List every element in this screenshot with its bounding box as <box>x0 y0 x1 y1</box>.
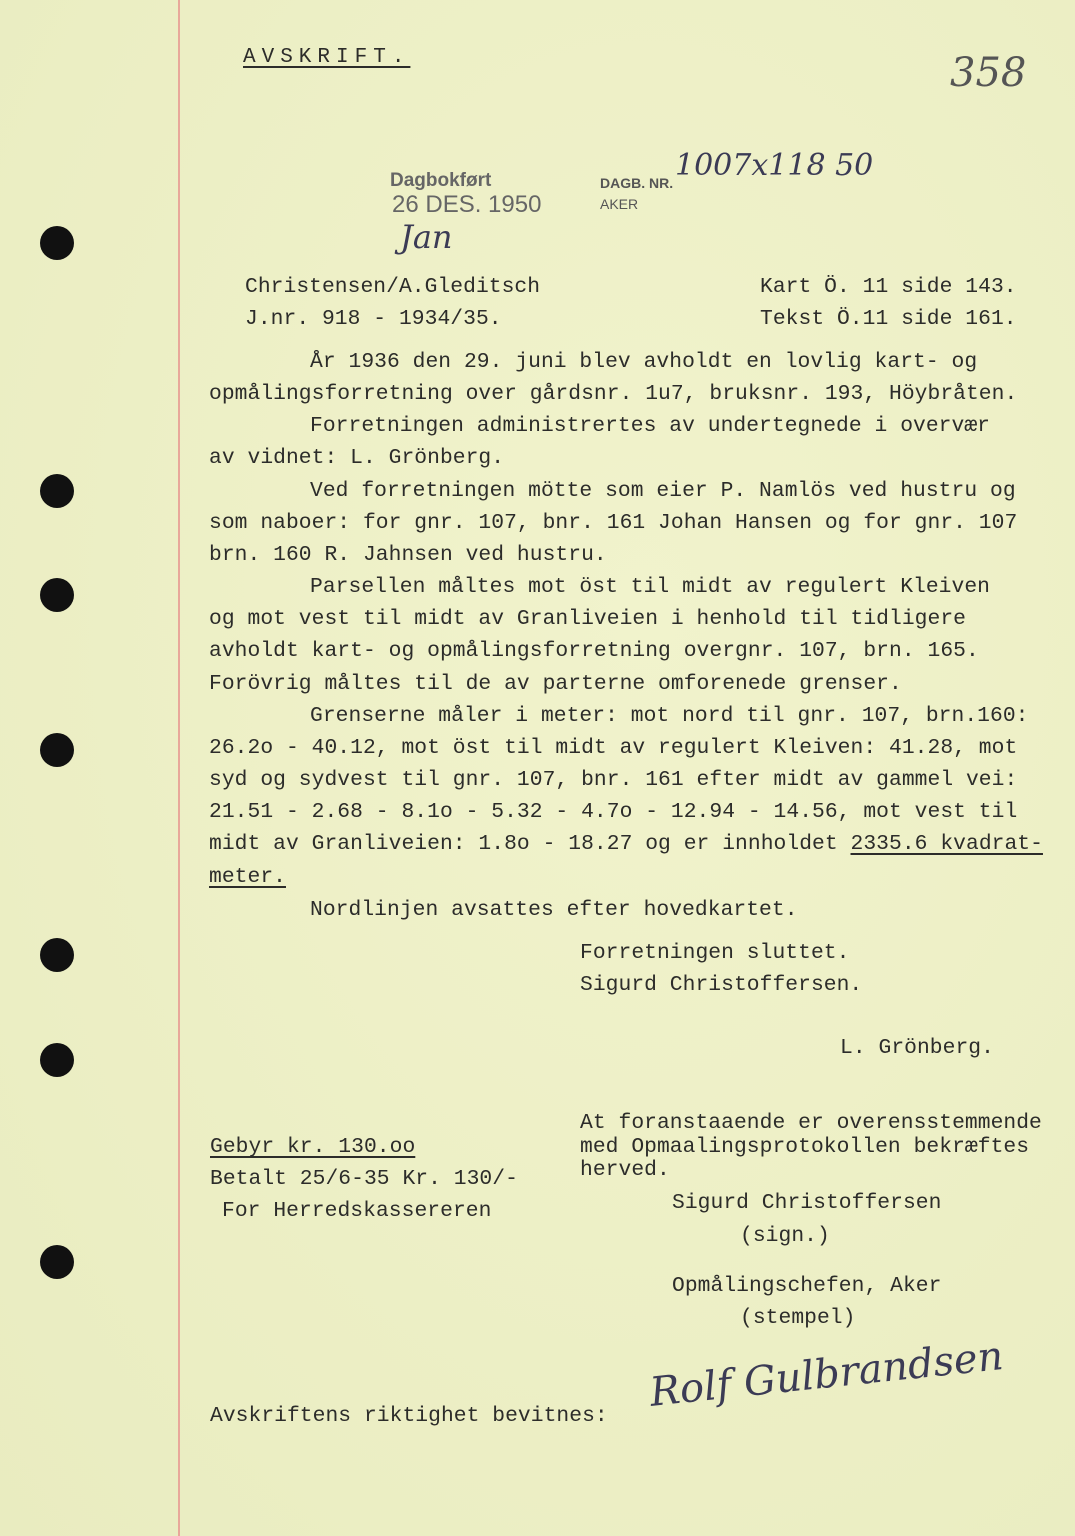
margin-line <box>178 0 180 1536</box>
punch-hole <box>40 474 74 508</box>
stamp-initials: Jan <box>400 218 453 256</box>
body-line: som naboer: for gnr. 107, bnr. 161 Johan Hansen og for gnr. 107 <box>209 511 1018 535</box>
certification-line: At foranstaaende er overensstemmende <box>580 1111 1042 1135</box>
punch-hole <box>40 1043 74 1077</box>
reference-journal: J.nr. 918 - 1934/35. <box>245 307 502 331</box>
body-line: av vidnet: L. Grönberg. <box>209 446 505 470</box>
handwritten-signature: Rolf Gulbrandsen <box>647 1333 1006 1416</box>
body-line: Ved forretningen mötte som eier P. Namlös ved hustru og <box>310 479 1016 503</box>
reference-parties: Christensen/A.Gleditsch <box>245 275 541 299</box>
page-number: 358 <box>950 50 1027 96</box>
body-line: opmålingsforretning over gårdsnr. 1u7, bruksnr. 193, Höybråten. <box>209 382 1018 406</box>
fee-treasurer: For Herredskassereren <box>222 1199 492 1223</box>
body-line: Grenserne måler i meter: mot nord til gnr. 107, brn.160: <box>310 704 1029 728</box>
fee-amount: Gebyr kr. 130.oo <box>210 1135 416 1159</box>
body-line: Forretningen administrertes av undertegnede i overvær <box>310 414 991 438</box>
reference-map: Kart Ö. 11 side 143. <box>760 275 1017 299</box>
closing-signer: Sigurd Christoffersen. <box>580 973 863 997</box>
body-line: og mot vest til midt av Granliveien i henhold til tidligere <box>209 607 966 631</box>
body-line: Forövrig måltes til de av parterne omforenede grenser. <box>209 672 902 696</box>
body-line: 21.51 - 2.68 - 8.1o - 5.32 - 4.7o - 12.94 - 14.56, mot vest til <box>209 800 1018 824</box>
body-line-text: midt av Granliveien: 1.8o - 18.27 og er innholdet <box>209 832 851 856</box>
certification-signer-note: (sign.) <box>740 1224 830 1248</box>
punch-hole <box>40 226 74 260</box>
attestation-text: Avskriftens riktighet bevitnes: <box>210 1404 608 1428</box>
body-line: avholdt kart- og opmålingsforretning overgnr. 107, brn. 165. <box>209 639 979 663</box>
certification-signer: Sigurd Christoffersen <box>672 1191 942 1215</box>
body-line: 26.2o - 40.12, mot öst til midt av regulert Kleiven: 41.28, mot <box>209 736 1018 760</box>
stamp-dagbokfort-label: Dagbokført <box>390 170 492 191</box>
closing-witness: L. Grönberg. <box>840 1036 994 1060</box>
body-line: brn. 160 R. Jahnsen ved hustru. <box>209 543 607 567</box>
certification-office-note: (stempel) <box>740 1306 856 1330</box>
document-title: AVSKRIFT. <box>243 46 411 69</box>
area-value: 2335.6 kvadrat- <box>850 832 1043 856</box>
reference-text: Tekst Ö.11 side 161. <box>760 307 1017 331</box>
body-line: syd og sydvest til gnr. 107, bnr. 161 efter midt av gammel vei: <box>209 768 1018 792</box>
body-line: Nordlinjen avsattes efter hovedkartet. <box>310 898 798 922</box>
punch-hole <box>40 938 74 972</box>
punch-hole <box>40 578 74 612</box>
stamp-place: AKER <box>600 196 639 212</box>
certification-line: med Opmaalingsprotokollen bekræftes <box>580 1135 1030 1159</box>
certification-office: Opmålingschefen, Aker <box>672 1274 942 1298</box>
punch-hole <box>40 733 74 767</box>
stamp-dagbokfort-date: 26 DES. 1950 <box>392 191 542 218</box>
body-line: Parsellen måltes mot öst til midt av regulert Kleiven <box>310 575 991 599</box>
stamp-dagb-number: 1007x118 50 <box>675 148 874 183</box>
body-line <box>209 831 1043 857</box>
certification-line: herved. <box>580 1158 670 1182</box>
fee-paid: Betalt 25/6-35 Kr. 130/- <box>210 1167 518 1191</box>
body-line: År 1936 den 29. juni blev avholdt en lovlig kart- og <box>310 350 978 374</box>
punch-hole <box>40 1245 74 1279</box>
closing-concluded: Forretningen sluttet. <box>580 941 850 965</box>
stamp-dagb-label: DAGB. NR. <box>600 175 674 191</box>
area-unit: meter. <box>209 865 286 889</box>
